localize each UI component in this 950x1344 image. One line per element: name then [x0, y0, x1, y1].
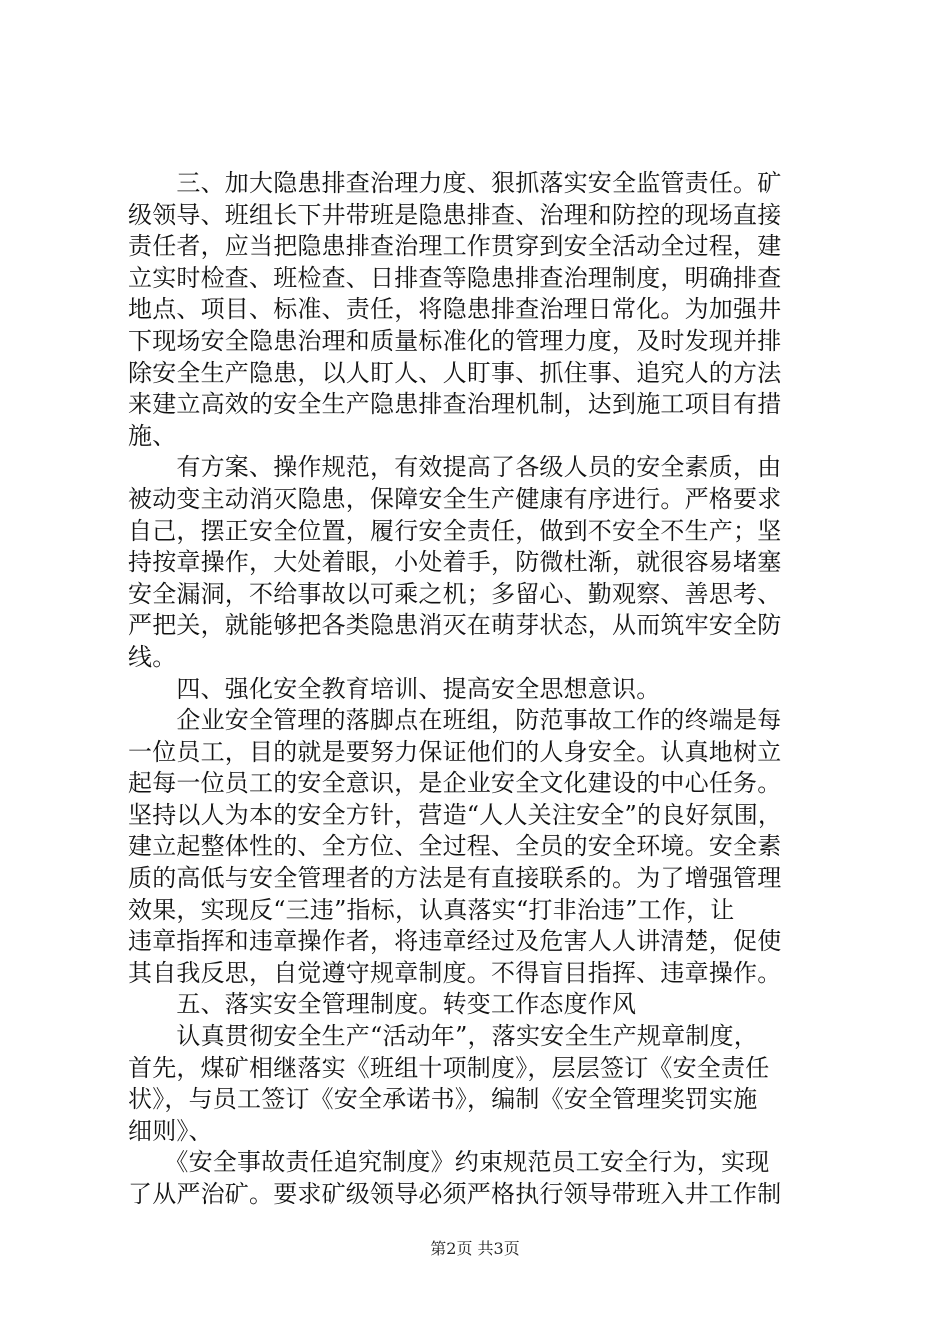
text-line: 地点、项目、标准、责任，将隐患排查治理日常化。为加强井 [128, 295, 782, 324]
text-line: 严把关，就能够把各类隐患消灭在萌芽状态，从而筑牢安全防 [128, 611, 782, 640]
text-line: 建立起整体性的、全方位、全过程、全员的安全环境。安全素 [128, 832, 782, 861]
text-line: 级领导、班组长下井带班是隐患排查、治理和防控的现场直接 [128, 200, 782, 229]
text-line: 有方案、操作规范，有效提高了各级人员的安全素质，由 [128, 453, 782, 482]
page-footer: 第2页 共3页 [430, 1239, 520, 1258]
text-line: 质的高低与安全管理者的方法是有直接联系的。为了增强管理 [128, 864, 782, 893]
text-line: 效果，实现反“三违”指标，认真落实“打非治违”工作，让 [128, 895, 735, 924]
text-line: 企业安全管理的落脚点在班组，防范事故工作的终端是每 [128, 706, 782, 735]
text-line: 了从严治矿。要求矿级领导必须严格执行领导带班入井工作制 [128, 1180, 782, 1208]
text-line: 细则》、 [128, 1116, 213, 1145]
text-line: 线。 [128, 642, 177, 671]
text-line: 来建立高效的安全生产隐患排查治理机制，达到施工项目有措 [128, 390, 782, 419]
text-line: 坚持以人为本的安全方针，营造“人人关注安全”的良好氛围， [128, 800, 783, 829]
text-line: 五、落实安全管理制度。转变工作态度作风 [128, 990, 637, 1019]
text-line: 持按章操作，大处着眼，小处着手，防微杜渐，就很容易堵塞 [128, 548, 782, 577]
text-line: 状》，与员工签订《安全承诺书》，编制《安全管理奖罚实施 [128, 1085, 758, 1114]
text-line: 被动变主动消灭隐患，保障安全生产健康有序进行。严格要求 [128, 484, 782, 513]
text-line: 施、 [128, 421, 177, 450]
text-line: 一位员工，目的就是要努力保证他们的人身安全。认真地树立 [128, 737, 782, 766]
text-line: 下现场安全隐患治理和质量标准化的管理力度，及时发现并排 [128, 326, 782, 355]
text-line: 其自我反思，自觉遵守规章制度。不得盲目指挥、违章操作。 [128, 958, 782, 987]
text-line: 自己，摆正安全位置，履行安全责任，做到不安全不生产；坚 [128, 516, 782, 545]
text-line: 安全漏洞，不给事故以可乘之机；多留心、勤观察、善思考、 [128, 579, 782, 608]
text-line: 违章指挥和违章操作者，将违章经过及危害人人讲清楚，促使 [128, 927, 782, 956]
text-line: 三、加大隐患排查治理力度、狠抓落实安全监管责任。矿 [128, 169, 782, 197]
text-line: 除安全生产隐患，以人盯人、人盯事、抓住事、追究人的方法 [128, 358, 782, 387]
text-line: 《安全事故责任追究制度》约束规范员工安全行为，实现 [128, 1148, 770, 1177]
text-line: 四、强化安全教育培训、提高安全思想意识。 [128, 674, 661, 703]
document-body [128, 168, 828, 1211]
text-line: 立实时检查、班检查、日排查等隐患排查治理制度，明确排查 [128, 263, 782, 292]
text-line: 起每一位员工的安全意识，是企业安全文化建设的中心任务。 [128, 769, 782, 798]
text-line: 责任者，应当把隐患排查治理工作贯穿到安全活动全过程，建 [128, 232, 782, 261]
text-line: 认真贯彻安全生产“活动年”，落实安全生产规章制度， [128, 1022, 758, 1051]
text-line: 首先，煤矿相继落实《班组十项制度》，层层签订《安全责任 [128, 1053, 770, 1082]
